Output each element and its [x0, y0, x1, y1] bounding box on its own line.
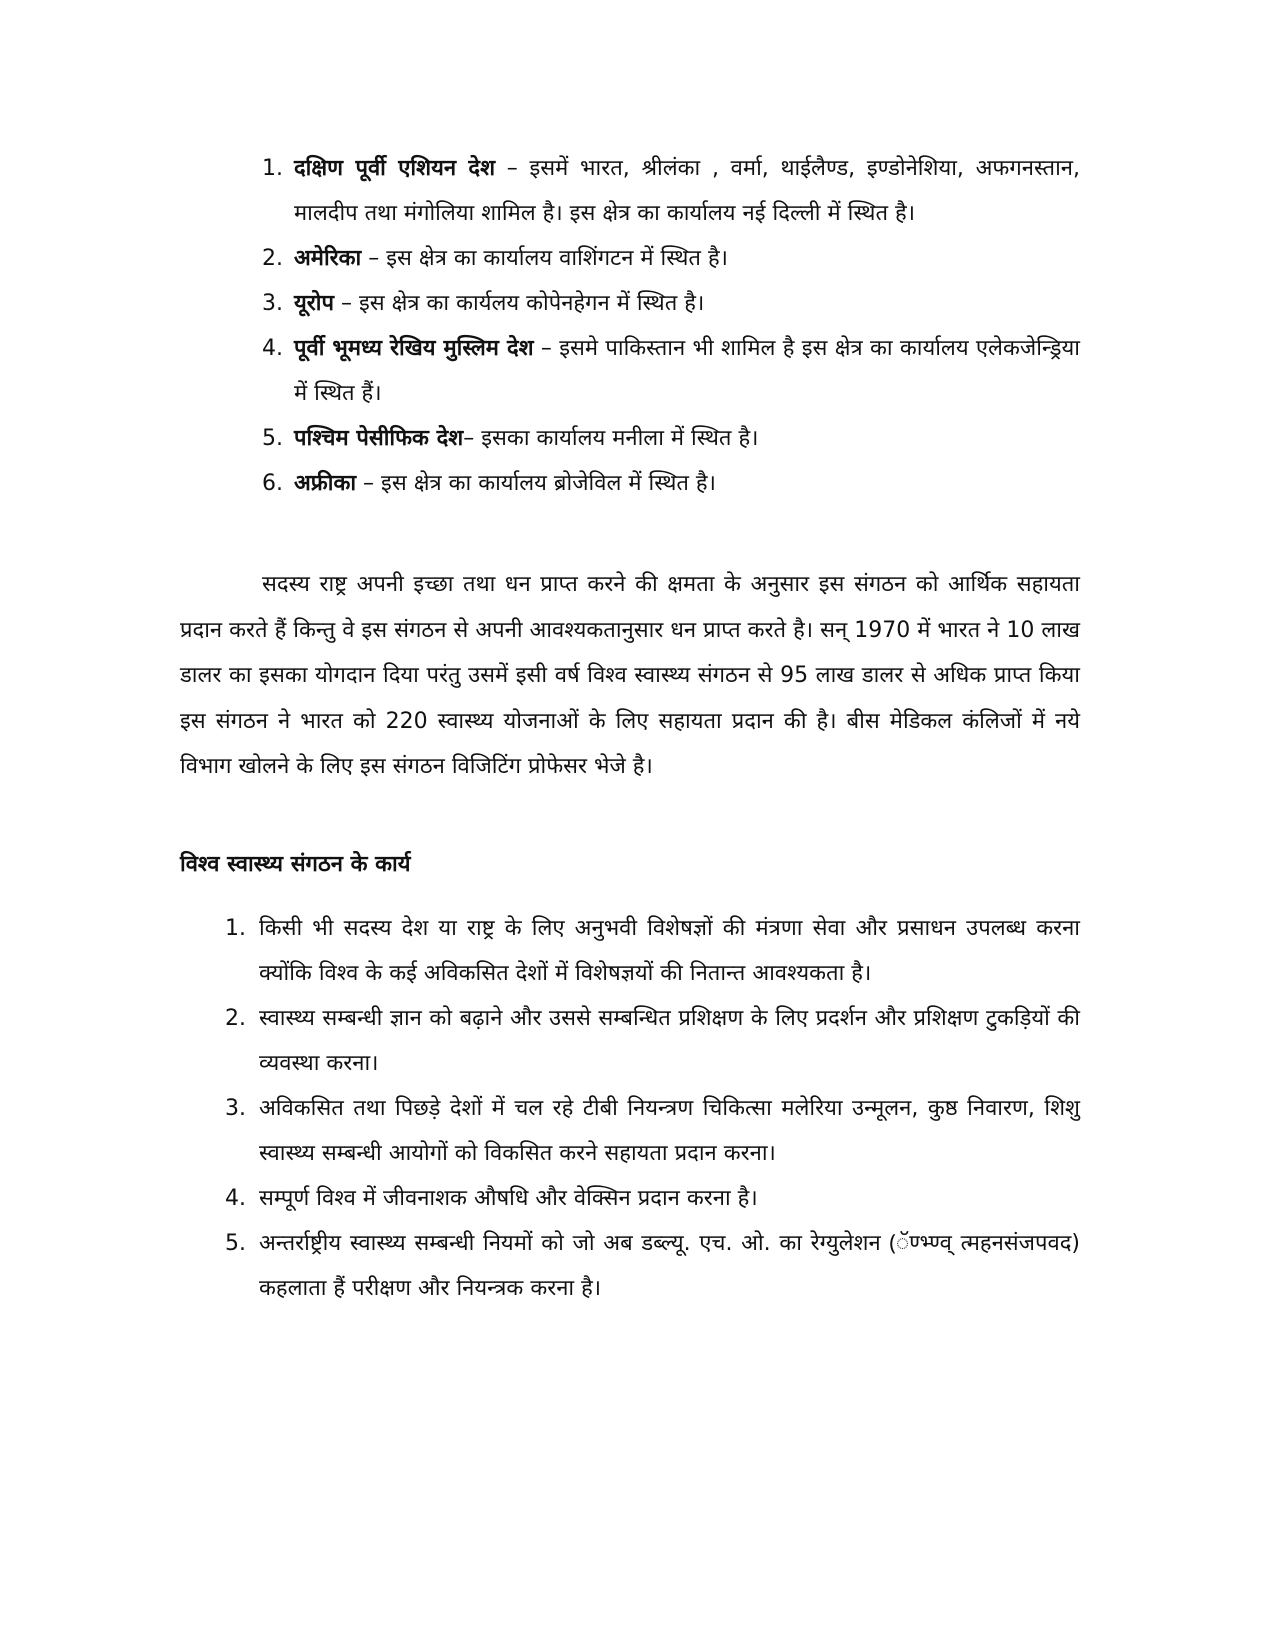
item-text: सम्पूर्ण विश्व में जीवनाशक औषधि और वेक्सिन प्रदान करना है।: [259, 1186, 758, 1211]
functions-list: [225, 906, 1080, 1311]
list-item: [262, 281, 1080, 326]
item-term: पश्चिम पेसीफिक देश: [294, 426, 464, 451]
item-description: – इस क्षेत्र का कार्यालय वाशिंगटन में स्थित है।: [361, 246, 728, 271]
item-text: [294, 326, 1080, 416]
item-description: – इस क्षेत्र का कार्यालय ब्रोजेविल में स्थित है।: [356, 471, 716, 496]
item-text: अविकसित तथा पिछड़े देशों में चल रहे टीबी नियन्त्रण चिकित्सा मलेरिया उन्मूलन, कुष्ठ निवारण, शिशु स्वास्थ्य सम्बन्धी आयोगों को विकसित करने सहायता प्रदान करना।: [259, 1096, 1080, 1166]
item-text: किसी भी सदस्य देश या राष्ट्र के लिए अनुभवी विशेषज्ञों की मंत्रणा सेवा और प्रसाधन उपलब्ध करना क्योंकि विश्व के कई अविकसित देशों में विशेषज्ञयों की नितान्त आवश्यकता है।: [259, 916, 1080, 986]
list-item: [225, 1176, 1080, 1221]
item-number: 4.: [225, 1186, 246, 1211]
item-number: 1.: [262, 156, 283, 181]
item-text: स्वास्थ्य सम्बन्धी ज्ञान को बढ़ाने और उससे सम्बन्धित प्रशिक्षण के लिए प्रदर्शन और प्रशिक्षण टुकड़ियों की व्यवस्था करना।: [259, 1006, 1080, 1076]
item-term: अफ्रीका: [294, 471, 357, 496]
list-item: [225, 1221, 1080, 1311]
item-number: 5.: [225, 1231, 246, 1256]
item-description: – इसका कार्यालय मनीला में स्थित है।: [463, 426, 759, 451]
item-text: [294, 461, 1080, 506]
item-text: [294, 416, 1080, 461]
item-term: पूर्वी भूमध्य रेखिय मुस्लिम देश: [294, 336, 534, 361]
item-text: [294, 281, 1080, 326]
regions-list: [262, 146, 1080, 506]
item-number: 2.: [225, 1006, 246, 1031]
list-item: [262, 236, 1080, 281]
item-term: यूरोप: [294, 291, 334, 316]
section-heading: विश्व स्वास्थ्य संगठन के कार्य: [180, 852, 411, 877]
list-item: [225, 1086, 1080, 1176]
item-number: 1.: [225, 916, 246, 941]
list-item: [225, 906, 1080, 996]
list-item: [262, 326, 1080, 416]
item-text: अन्तर्राष्ट्रीय स्वास्थ्य सम्बन्धी नियमों को जो अब डब्ल्यू. एच. ओ. का रेग्युलेशन (ॅण्भ्ण्व् त्महनसंजपवद) कहलाता हैं परीक्षण और नियन्त्रक करना है।: [259, 1231, 1080, 1301]
item-number: 5.: [262, 426, 283, 451]
item-number: 3.: [225, 1096, 246, 1121]
list-item: [225, 996, 1080, 1086]
item-description: – इस क्षेत्र का कार्यलय कोपेनहेगन में स्थित है।: [333, 291, 705, 316]
item-term: दक्षिण पूर्वी एशियन देश: [294, 156, 496, 181]
list-item: [262, 146, 1080, 236]
item-number: 6.: [262, 471, 283, 496]
item-text: [294, 146, 1080, 236]
item-text: [294, 236, 1080, 281]
item-term: अमेरिका: [294, 246, 362, 271]
item-number: 2.: [262, 246, 283, 271]
item-number: 4.: [262, 336, 283, 361]
list-item: [262, 416, 1080, 461]
item-number: 3.: [262, 291, 283, 316]
body-paragraph: सदस्य राष्ट्र अपनी इच्छा तथा धन प्राप्त करने की क्षमता के अनुसार इस संगठन को आर्थिक सहायता प्रदान करते हैं किन्तु वे इस संगठन से अपनी आवश्यकतानुसार धन प्राप्त करते है। सन् 1970 में भारत ने 10 लाख डालर का इसका योगदान दिया परंतु उसमें इसी वर्ष विश्व स्वास्थ्य संगठन से 95 लाख डालर से अधिक प्राप्त किया इस संगठन ने भारत को 220 स्वास्थ्य योजनाओं के लिए सहायता प्रदान की है। बीस मेडिकल कंलिजों में नये विभाग खोलने के लिए इस संगठन विजिटिंग प्रोफेसर भेजे है।: [180, 572, 1080, 779]
list-item: [262, 461, 1080, 506]
item-description: – इसमें भारत, श्रीलंका , वर्मा, थाईलैण्ड, इण्डोनेशिया, अफगनस्तान, मालदीप तथा मंगोलिया शामिल है। इस क्षेत्र का कार्यालय नई दिल्ली में स्थित है।: [294, 156, 1080, 226]
item-description: – इसमे पाकिस्तान भी शामिल है इस क्षेत्र का कार्यालय एलेकजेन्ड्रिया में स्थित हैं।: [294, 336, 1080, 406]
